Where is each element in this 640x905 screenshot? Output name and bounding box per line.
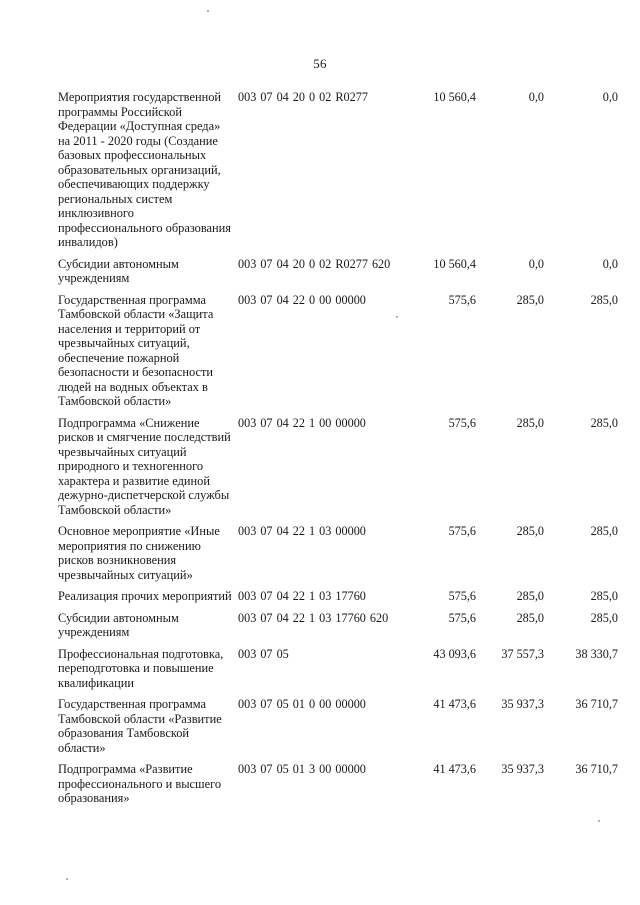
row-code: 003 07 04 22 0 00 00000	[238, 292, 366, 307]
row-value-2: 285,0	[516, 415, 544, 430]
row-value-1: 10 560,4	[433, 256, 476, 271]
scan-speck	[598, 820, 600, 822]
row-value-3: 38 330,7	[575, 646, 618, 661]
row-code: 003 07 05 01 3 00 00000	[238, 762, 366, 776]
page-number: 56	[313, 56, 327, 71]
row-value-3: 285,0	[590, 524, 618, 538]
row-value-1: 43 093,6	[433, 646, 476, 661]
row-code: 003 07 05	[238, 646, 289, 661]
row-name: Основное мероприятие «Иные мероприятия по снижению рисков возникновения чрезвычайных ситуаций»	[58, 524, 220, 582]
row-value-2: 285,0	[516, 610, 544, 625]
budget-table	[58, 90, 628, 813]
scan-speck	[396, 316, 398, 318]
row-value-3: 36 710,7	[575, 762, 618, 776]
table-row	[58, 524, 628, 582]
table-row	[58, 416, 628, 518]
row-name: Субсидии автономным учреждениям	[58, 256, 179, 285]
row-value-3: 285,0	[590, 610, 618, 625]
row-value-2: 0,0	[528, 90, 544, 104]
row-name: Подпрограмма «Снижение рисков и смягчение последствий чрезвычайных ситуаций природного и техногенного характера и развитие единой дежурно-диспетчерской службы Тамбовской области»	[58, 415, 231, 517]
row-value-1: 575,6	[448, 589, 476, 603]
row-value-1: 575,6	[448, 524, 476, 538]
row-value-3: 285,0	[590, 589, 618, 603]
row-value-2: 285,0	[516, 292, 544, 307]
row-value-1: 41 473,6	[433, 697, 476, 711]
row-name: Государственная программа Тамбовской области «Защита населения и территорий от чрезвычайных ситуаций, обеспечение пожарной безопасности и безопасности людей на водных объектах в Тамбовской области»	[58, 292, 214, 408]
row-value-2: 285,0	[516, 589, 544, 603]
table-row	[58, 611, 628, 640]
row-value-3: 0,0	[602, 90, 618, 104]
scan-speck	[207, 10, 209, 12]
row-value-1: 575,6	[448, 292, 476, 307]
row-value-3: 36 710,7	[575, 697, 618, 711]
row-value-2: 35 937,3	[501, 762, 544, 776]
row-name: Профессиональная подготовка, переподготовка и повышение квалификации	[58, 646, 224, 690]
row-value-3: 0,0	[602, 256, 618, 271]
row-code: 003 07 05 01 0 00 00000	[238, 697, 366, 711]
row-code: 003 07 04 22 1 03 00000	[238, 524, 366, 538]
row-code: 003 07 04 22 1 00 00000	[238, 415, 366, 430]
row-value-1: 575,6	[448, 415, 476, 430]
row-name: Государственная программа Тамбовской области «Развитие образования Тамбовской области»	[58, 697, 222, 755]
scan-speck	[66, 878, 68, 880]
row-code: 003 07 04 20 0 02 R0277 620	[238, 256, 391, 271]
row-value-1: 41 473,6	[433, 762, 476, 776]
row-value-2: 37 557,3	[501, 646, 544, 661]
table-row	[58, 762, 628, 806]
row-value-2: 285,0	[516, 524, 544, 538]
row-name: Мероприятия государственной программы Российской Федерации «Доступная среда» на 2011 - 2020 годы (Создание базовых профессиональных образовательных организаций, обеспечивающих поддержку региональных систем инклюзивного профессионального образования инвалидов)	[58, 90, 232, 249]
table-row	[58, 697, 628, 755]
table-row	[58, 293, 628, 409]
row-value-1: 10 560,4	[433, 90, 476, 104]
row-value-2: 0,0	[528, 256, 544, 271]
row-code: 003 07 04 22 1 03 17760 620	[238, 610, 389, 625]
table-row	[58, 647, 628, 691]
row-code: 003 07 04 20 0 02 R0277	[238, 90, 368, 104]
row-name: Подпрограмма «Развитие профессионального и высшего образования»	[58, 762, 222, 805]
row-value-3: 285,0	[590, 415, 618, 430]
table-row	[58, 90, 628, 250]
row-name: Субсидии автономным учреждениям	[58, 610, 179, 639]
table-row	[58, 589, 628, 604]
table-row	[58, 257, 628, 286]
row-name: Реализация прочих мероприятий	[58, 589, 232, 603]
row-value-2: 35 937,3	[501, 697, 544, 711]
row-code: 003 07 04 22 1 03 17760	[238, 589, 366, 603]
row-value-1: 575,6	[448, 610, 476, 625]
row-value-3: 285,0	[590, 292, 618, 307]
